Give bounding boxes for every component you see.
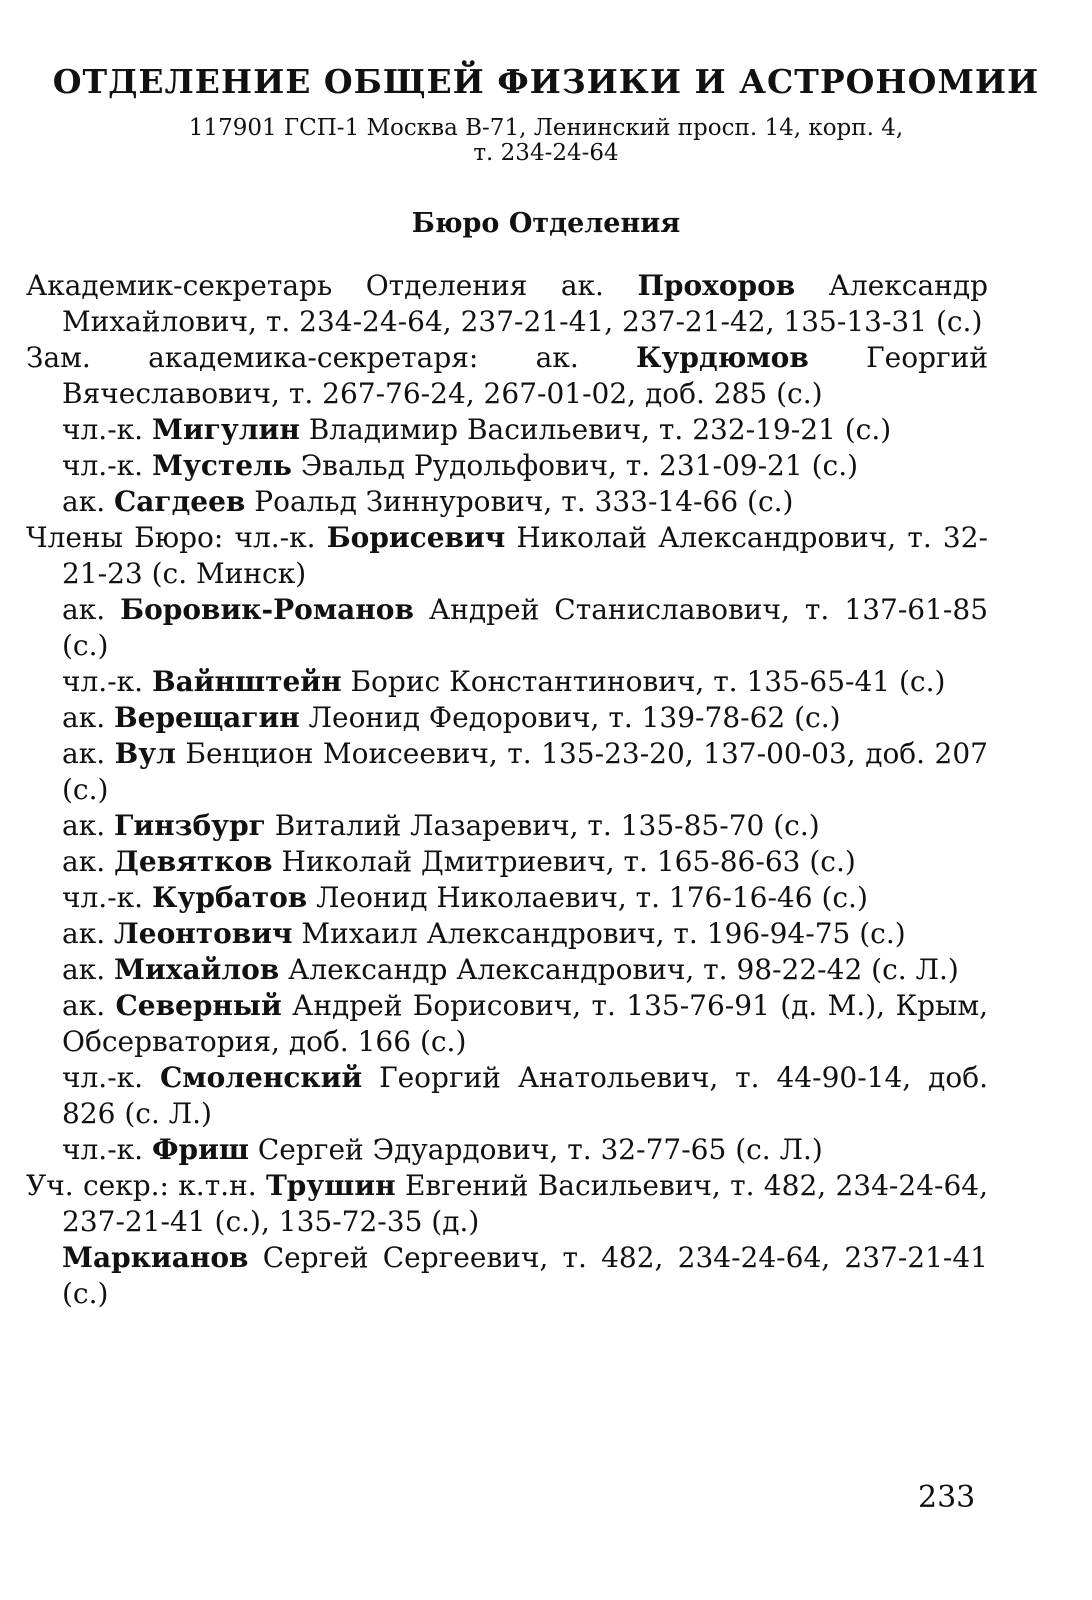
bureau-entries — [26, 268, 988, 1312]
address-line-1: 117901 ГСП-1 Москва В-71, Ленинский просп. 14, корп. 4, — [188, 115, 904, 141]
list-item: ак. Гинзбург Виталий Лазаревич, т. 135-85-70 (с.) — [62, 809, 820, 842]
list-item: ак. Михайлов Александр Александрович, т. 98-22-42 (с. Л.) — [62, 953, 959, 986]
list-item: ак. Леонтович Михаил Александрович, т. 196-94-75 (с.) — [62, 917, 906, 950]
page-number: 233 — [918, 1480, 976, 1515]
section-title: Бюро Отделения — [411, 208, 681, 239]
person-name: Курбатов — [151, 881, 308, 914]
list-item: Члены Бюро: чл.-к. Борисевич Николай Александрович, т. 32-21-23 (с. Минск) — [26, 521, 988, 590]
list-item: ак. Девятков Николай Дмитриевич, т. 165-86-63 (с.) — [62, 845, 856, 878]
address-line-2: т. 234-24-64 — [473, 140, 619, 166]
person-name: Сагдеев — [114, 485, 246, 518]
person-name: Северный — [115, 989, 282, 1022]
person-name: Леонтович — [114, 917, 293, 950]
person-name: Маркианов — [62, 1241, 249, 1274]
list-item: ак. Верещагин Леонид Федорович, т. 139-78-62 (с.) — [62, 701, 841, 734]
list-item: чл.-к. Фриш Сергей Эдуардович, т. 32-77-65 (с. Л.) — [62, 1133, 823, 1166]
person-name: Боровик-Романов — [120, 593, 414, 626]
person-name: Трушин — [265, 1169, 396, 1202]
list-item: Маркианов Сергей Сергеевич, т. 482, 234-24-64, 237-21-41 (с.) — [62, 1241, 988, 1310]
list-item: чл.-к. Курбатов Леонид Николаевич, т. 176-16-46 (с.) — [62, 881, 868, 914]
person-name: Смоленский — [160, 1061, 363, 1094]
list-item: ак. Боровик-Романов Андрей Станиславович, т. 137-61-85 (с.) — [62, 593, 989, 662]
person-name: Борисевич — [326, 521, 506, 554]
person-name: Фриш — [151, 1133, 249, 1166]
person-name: Вул — [114, 737, 176, 770]
list-item: ак. Вул Бенцион Моисеевич, т. 135-23-20, 137-00-03, доб. 207 (с.) — [62, 737, 988, 806]
department-address — [0, 116, 1092, 166]
person-name: Гинзбург — [114, 809, 266, 842]
list-item: ак. Северный Андрей Борисович, т. 135-76-91 (д. М.), Крым, Обсерватория, доб. 166 (с.) — [62, 989, 988, 1058]
person-name: Михайлов — [114, 953, 280, 986]
person-name: Прохоров — [637, 269, 796, 302]
list-item: чл.-к. Вайнштейн Борис Константинович, т. 135-65-41 (с.) — [62, 665, 946, 698]
list-item: чл.-к. Смоленский Георгий Анатольевич, т. 44-90-14, доб. 826 (с. Л.) — [62, 1061, 988, 1130]
person-name: Девятков — [114, 845, 273, 878]
list-item: Зам. академика-секретаря: ак. Курдюмов Георгий Вячеславович, т. 267-76-24, 267-01-02, доб. 285 (с.) — [26, 341, 988, 410]
list-item: Уч. секр.: к.т.н. Трушин Евгений Васильевич, т. 482, 234-24-64, 237-21-41 (с.), 135-72-35 (д.) — [26, 1169, 988, 1238]
list-item: чл.-к. Мигулин Владимир Васильевич, т. 232-19-21 (с.) — [62, 413, 892, 446]
person-name: Мигулин — [151, 413, 300, 446]
person-name: Курдюмов — [636, 341, 809, 374]
list-item: чл.-к. Мустель Эвальд Рудольфович, т. 231-09-21 (с.) — [62, 449, 859, 482]
person-name: Мустель — [151, 449, 292, 482]
list-item: ак. Сагдеев Роальд Зиннурович, т. 333-14-66 (с.) — [62, 485, 794, 518]
person-name: Верещагин — [114, 701, 300, 734]
list-item: Академик-секретарь Отделения ак. Прохоров Александр Михайлович, т. 234-24-64, 237-21-41, 237-21-42, 135-13-31 (с.) — [26, 269, 988, 338]
department-title: ОТДЕЛЕНИЕ ОБЩЕЙ ФИЗИКИ И АСТРОНОМИИ — [52, 62, 1040, 101]
person-name: Вайнштейн — [151, 665, 342, 698]
